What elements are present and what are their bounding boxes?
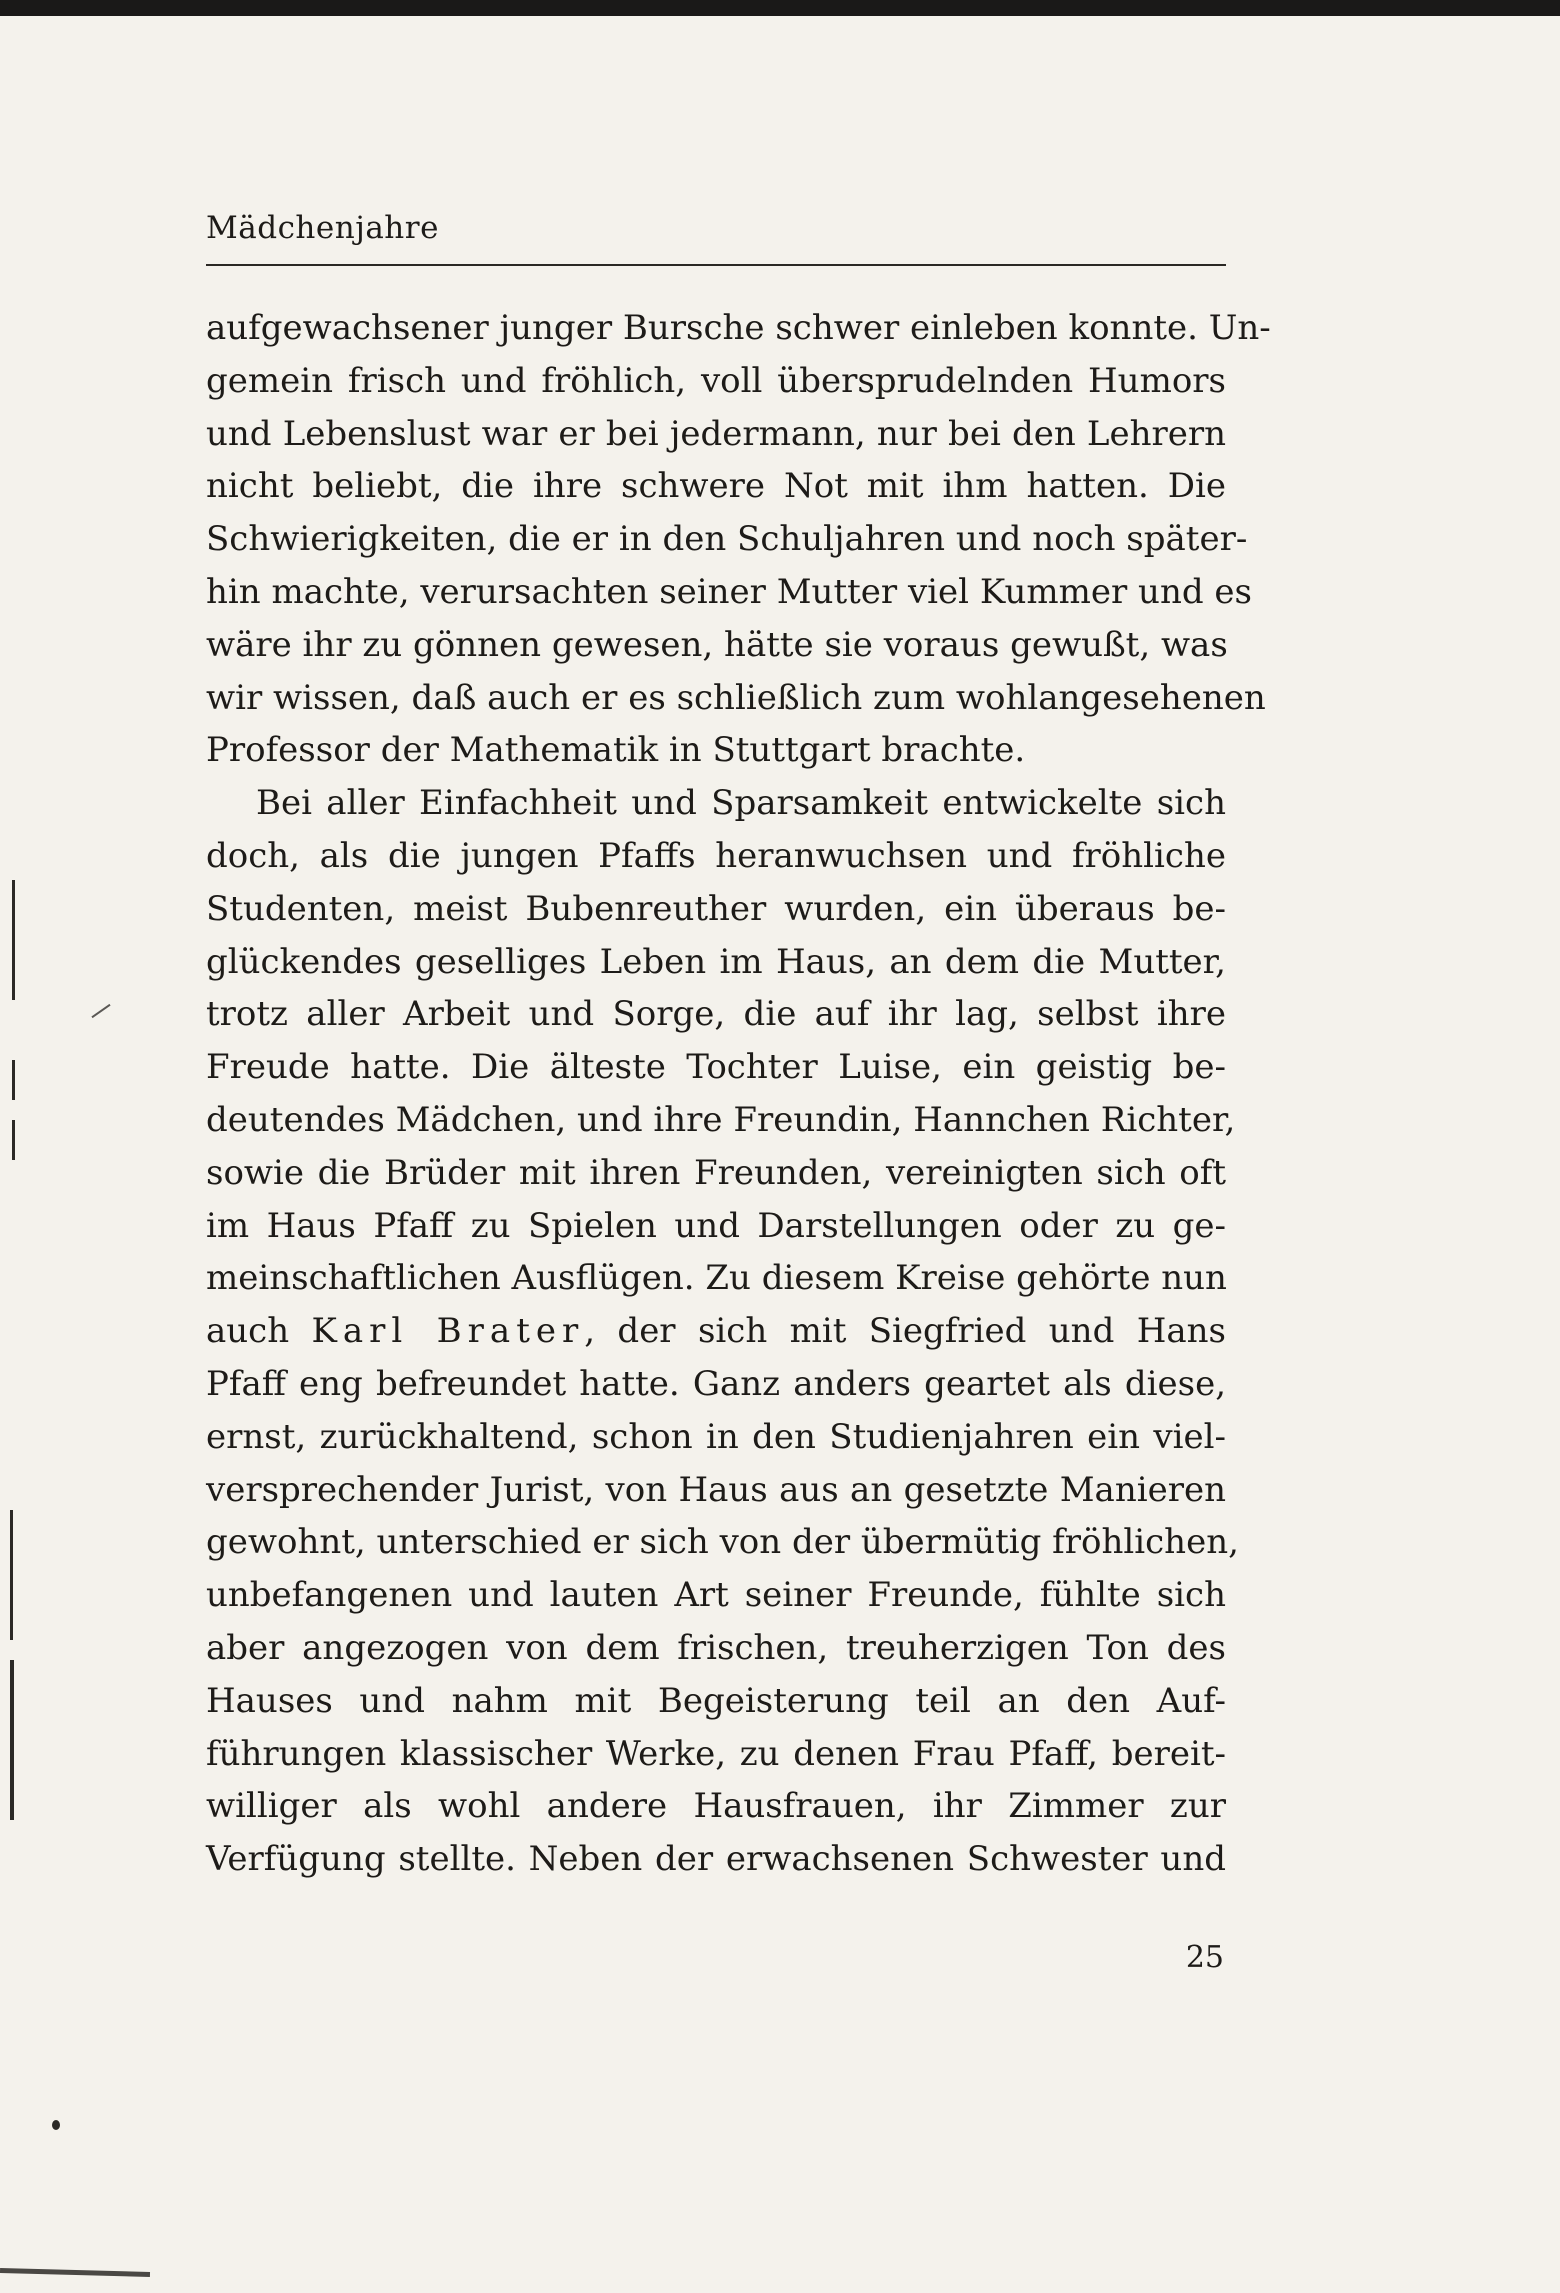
text-line: Freude hatte. Die älteste Tochter Luise, ein geistig be- <box>206 1047 1226 1088</box>
margin-mark <box>10 1510 13 1640</box>
text-line: aber angezogen von dem frischen, treuherzigen Ton des <box>206 1627 1226 1668</box>
text-line: wäre ihr zu gönnen gewesen, hätte sie voraus gewußt, was <box>206 624 1228 665</box>
text-line: deutendes Mädchen, und ihre Freundin, Hannchen Richter, <box>206 1099 1236 1140</box>
text-line: Verfügung stellte. Neben der erwachsenen Schwester und <box>206 1839 1226 1880</box>
text-line: unbefangenen und lauten Art seiner Freunde, fühlte sich <box>206 1575 1226 1616</box>
text-line: im Haus Pfaff zu Spielen und Darstellungen oder zu ge- <box>206 1205 1226 1246</box>
text-line: trotz aller Arbeit und Sorge, die auf ihr lag, selbst ihre <box>206 994 1226 1035</box>
text-line: gewohnt, unterschied er sich von der übermütig fröhlichen, <box>206 1522 1239 1563</box>
text-line: Bei aller Einfachheit und Sparsamkeit entwickelte sich <box>256 783 1226 824</box>
margin-tick <box>91 1004 110 1018</box>
margin-mark <box>12 1120 15 1160</box>
text-line: Pfaff eng befreundet hatte. Ganz anders geartet als diese, <box>206 1363 1226 1404</box>
text-line: und Lebenslust war er bei jedermann, nur bei den Lehrern <box>206 413 1226 454</box>
bottom-smudge <box>0 2268 150 2277</box>
page-number: 25 <box>1185 1940 1224 1975</box>
emphasized-name: Karl Brater <box>311 1311 585 1352</box>
margin-mark <box>10 1660 14 1820</box>
text-line: Hauses und nahm mit Begeisterung teil an den Auf- <box>206 1680 1226 1721</box>
text-line: sowie die Brüder mit ihren Freunden, vereinigten sich oft <box>206 1152 1226 1193</box>
text-line: Studenten, meist Bubenreuther wurden, ein überaus be- <box>206 888 1226 929</box>
text-line: hin machte, verursachten seiner Mutter viel Kummer und es <box>206 571 1252 612</box>
text-line: Schwierigkeiten, die er in den Schuljahren und noch später- <box>206 519 1248 560</box>
text-line: meinschaftlichen Ausflügen. Zu diesem Kreise gehörte nun <box>206 1258 1227 1299</box>
margin-mark <box>12 880 15 1000</box>
text-line: aufgewachsener junger Bursche schwer einleben konnte. Un- <box>206 308 1271 348</box>
text-fragment: auch <box>206 1311 290 1352</box>
text-line: führungen klassischer Werke, zu denen Frau Pfaff, bereit- <box>206 1733 1226 1774</box>
text-line: williger als wohl andere Hausfrauen, ihr Zimmer zur <box>206 1786 1226 1827</box>
text-line: glückendes geselliges Leben im Haus, an dem die Mutter, <box>206 941 1226 982</box>
body-text <box>206 302 1271 1886</box>
text-line: versprechender Jurist, von Haus aus an gesetzte Manieren <box>206 1469 1226 1510</box>
page-top-edge <box>0 0 1560 16</box>
text-line: ernst, zurückhaltend, schon in den Studienjahren ein viel- <box>206 1416 1226 1457</box>
text-line <box>206 1305 1226 1358</box>
ink-dot <box>52 2120 60 2130</box>
text-line: doch, als die jungen Pfaffs heranwuchsen und fröhliche <box>206 835 1226 876</box>
margin-mark <box>12 1060 15 1100</box>
header-rule <box>206 264 1226 266</box>
text-line: nicht beliebt, die ihre schwere Not mit ihm hatten. Die <box>206 466 1226 507</box>
running-head: Mädchenjahre <box>206 210 439 246</box>
text-line: wir wissen, daß auch er es schließlich zum wohlangesehenen <box>206 677 1266 718</box>
text-line: gemein frisch und fröhlich, voll übersprudelnden Humors <box>206 360 1226 401</box>
text-line: Professor der Mathematik in Stuttgart brachte. <box>206 730 1026 771</box>
text-fragment: , der sich mit Siegfried und Hans <box>584 1311 1226 1352</box>
